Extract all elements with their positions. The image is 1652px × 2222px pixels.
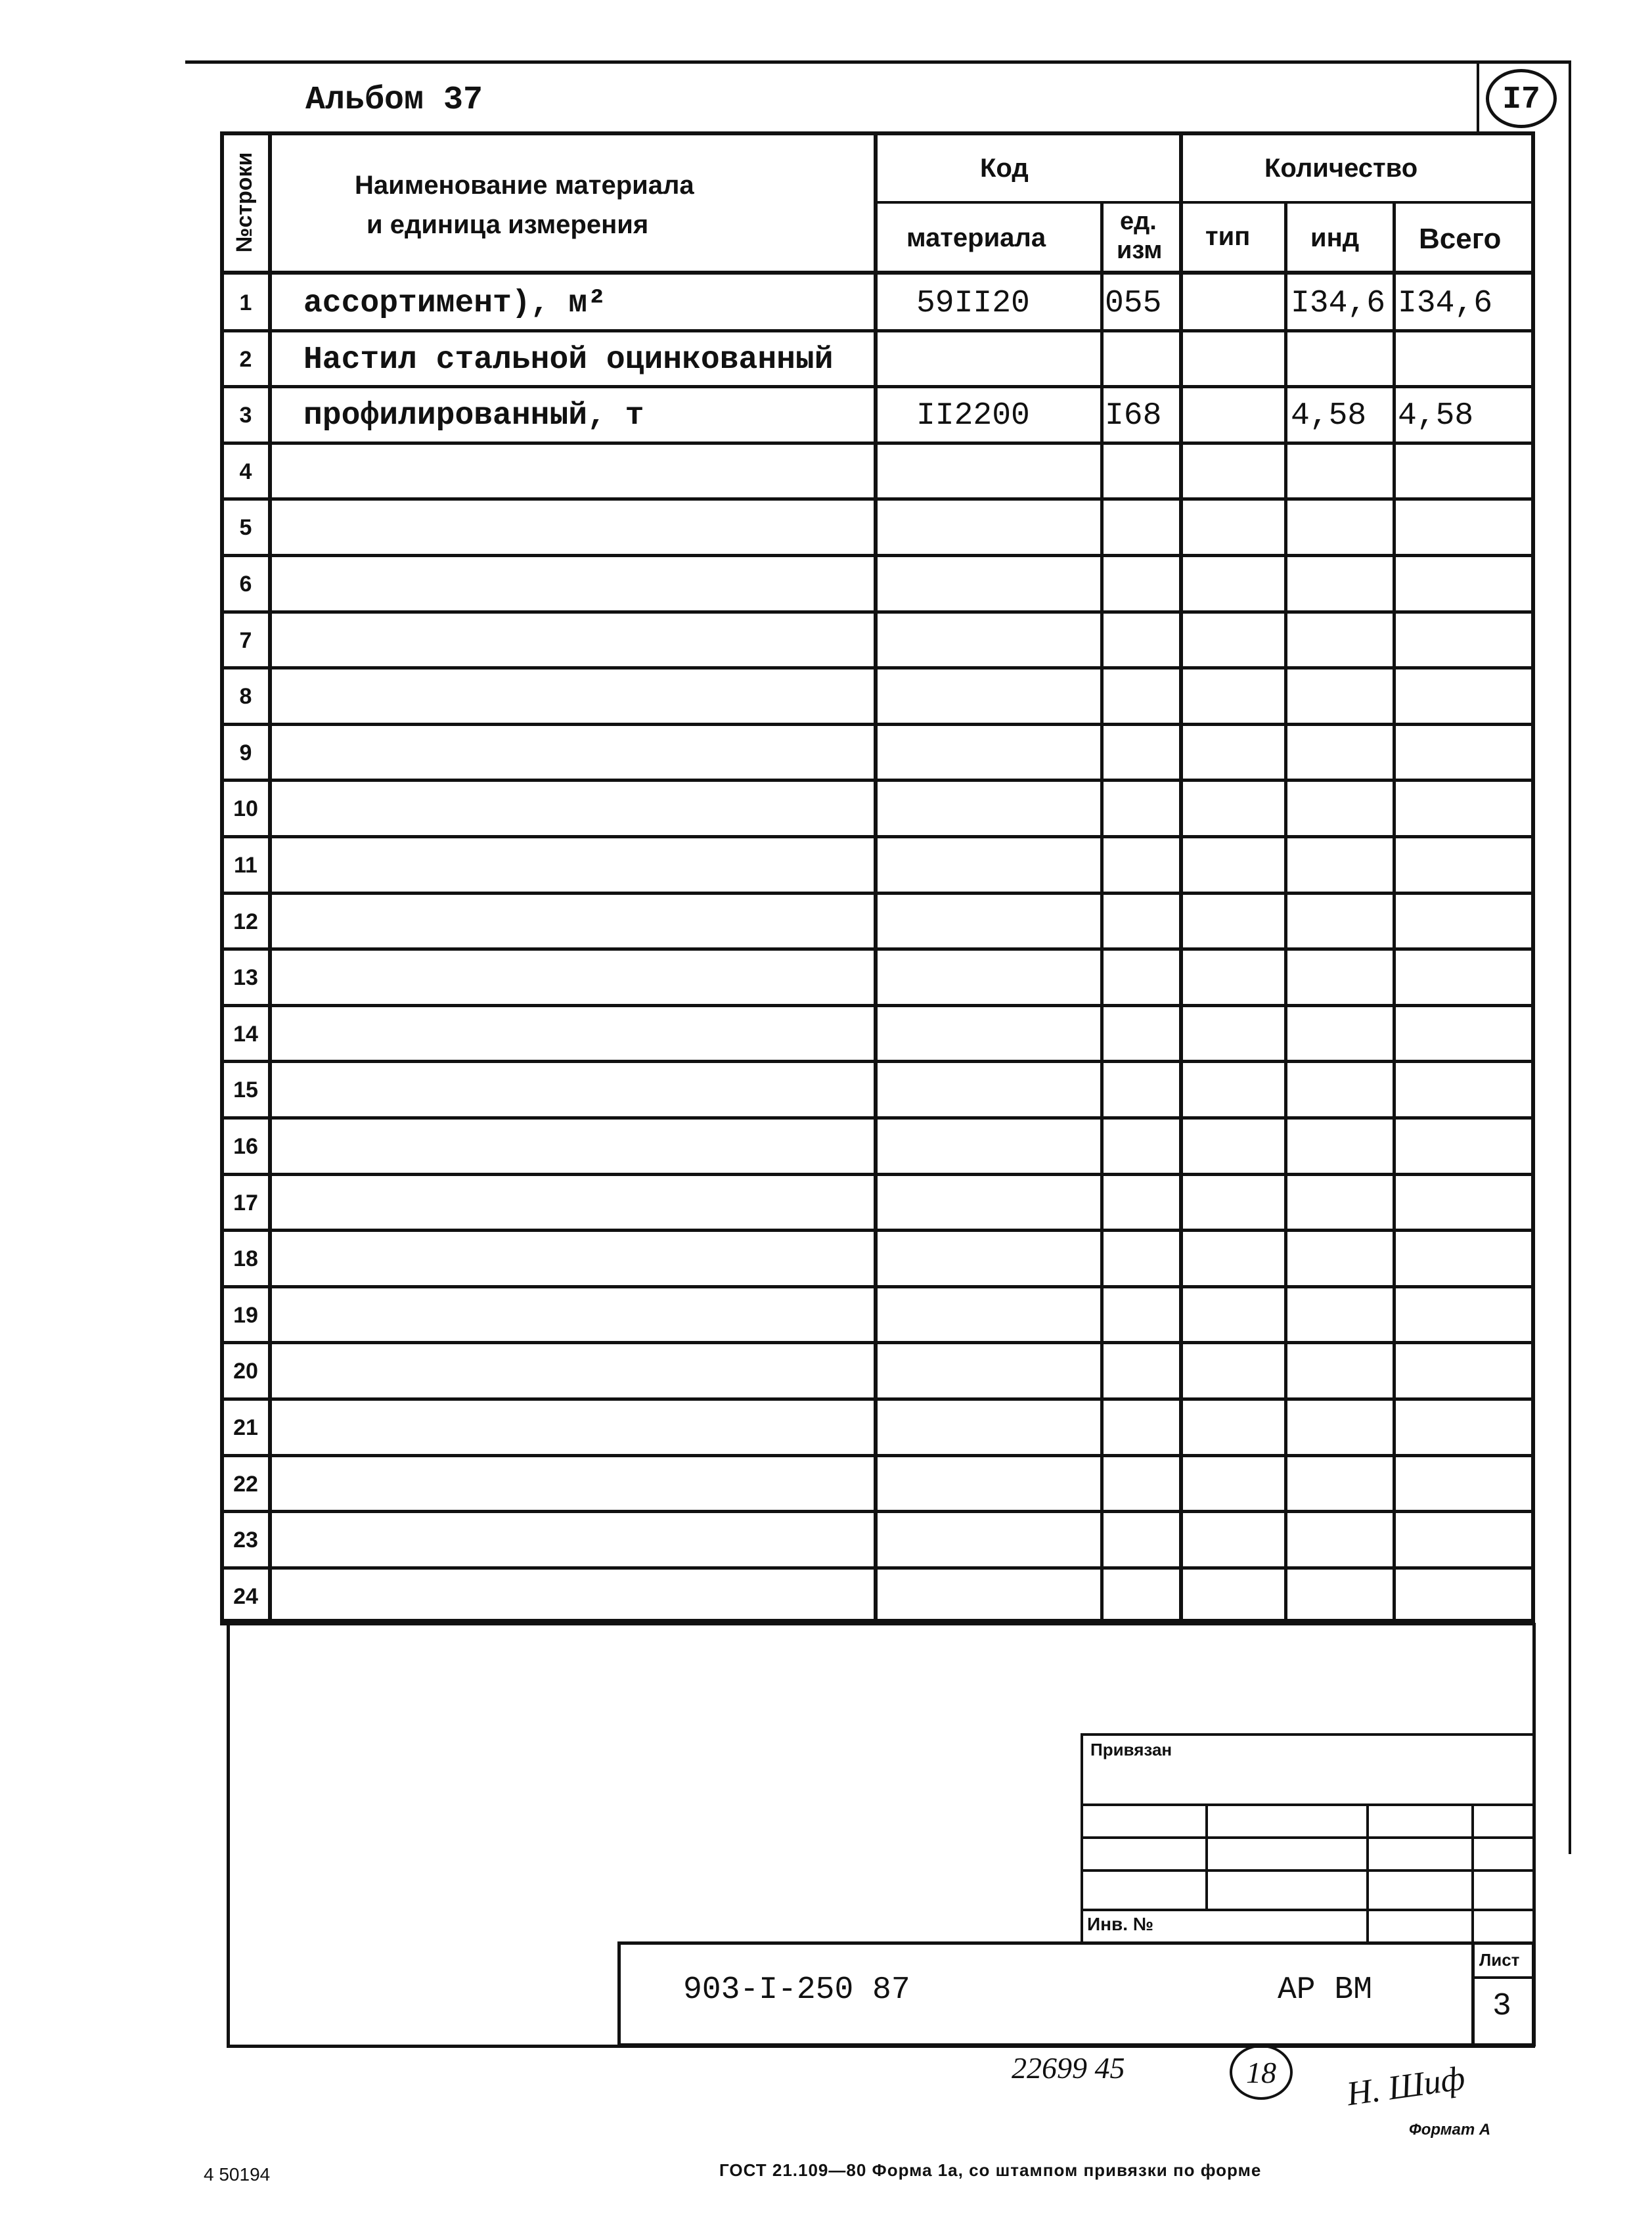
title-sheet-hline — [1471, 1976, 1535, 1979]
row-divider — [220, 1004, 1535, 1007]
row-number: 10 — [233, 796, 258, 821]
row-number: 16 — [233, 1134, 258, 1159]
sheet-box-left — [1477, 60, 1479, 134]
name-header-line2: и единица измерения — [367, 210, 649, 239]
row-number: 4 — [239, 459, 252, 484]
row-name: ассортимент), м² — [303, 286, 606, 321]
row-divider — [220, 723, 1535, 726]
row-divider — [220, 497, 1535, 501]
row-divider — [220, 554, 1535, 557]
row-number: 17 — [233, 1190, 258, 1215]
row-unit-code: 055 — [1105, 286, 1162, 321]
left-code: 4 50194 — [204, 2164, 271, 2185]
row-divider — [220, 666, 1535, 669]
stamp-vline-2 — [1366, 1803, 1369, 1945]
name-header-line1: Наименование материала — [355, 171, 694, 200]
stamp-hline-1 — [1081, 1803, 1535, 1806]
sheet-number: I7 — [1502, 82, 1540, 118]
sheet-no: 3 — [1492, 1989, 1511, 2024]
row-divider — [220, 1566, 1535, 1570]
row-name: Настил стальной оцинкованный — [303, 342, 834, 378]
row-divider — [220, 442, 1535, 445]
row-number: 5 — [239, 515, 252, 540]
qty-header: Количество — [1264, 154, 1418, 183]
row-number: 11 — [234, 853, 257, 878]
row-number: 7 — [239, 628, 252, 653]
header-subline — [874, 201, 1535, 204]
material-header: материала — [906, 223, 1046, 252]
row-ind: 4,58 — [1291, 398, 1367, 434]
row-material-code: 59II20 — [916, 286, 1030, 321]
row-number: 3 — [239, 403, 252, 428]
stamp-vline-1 — [1205, 1803, 1208, 1909]
row-number: 22 — [233, 1472, 258, 1497]
col-divider-tip — [1284, 201, 1287, 1623]
header-bottom — [220, 271, 1535, 275]
row-divider — [220, 1622, 1535, 1625]
row-total: I34,6 — [1398, 286, 1493, 321]
gost-note: ГОСТ 21.109—80 Форма 1а, со штампом привязки по форме — [719, 2160, 1262, 2180]
row-number: 19 — [233, 1303, 258, 1328]
frame-bottom — [227, 2045, 1535, 2048]
row-unit-code: I68 — [1105, 398, 1162, 434]
tip-header: тип — [1205, 222, 1251, 251]
row-divider — [220, 1341, 1535, 1344]
row-divider — [220, 1173, 1535, 1176]
row-number: 23 — [233, 1528, 258, 1553]
row-number: 2 — [239, 347, 252, 372]
row-divider — [220, 385, 1535, 388]
unit-header-line2: изм — [1117, 237, 1163, 264]
row-number: 24 — [233, 1584, 258, 1609]
frame-left-lower — [227, 1623, 230, 2047]
row-divider — [220, 1454, 1535, 1457]
album-title: Альбом 37 — [305, 81, 483, 119]
row-divider — [220, 947, 1535, 951]
sheet-number-circle — [1486, 69, 1557, 128]
row-number: 20 — [233, 1359, 258, 1384]
row-number: 8 — [239, 684, 252, 709]
stamp-linked-box — [1081, 1733, 1535, 1945]
row-number: 18 — [233, 1246, 258, 1271]
row-number: 9 — [239, 740, 252, 765]
section-code: АР ВМ — [1278, 1972, 1373, 2008]
row-number: 15 — [233, 1077, 258, 1102]
row-divider — [220, 1510, 1535, 1513]
stamp-hline-2 — [1081, 1836, 1535, 1839]
handwritten-number: 22699 45 — [1012, 2051, 1125, 2085]
row-divider — [220, 835, 1535, 838]
frame-right-lower — [1532, 1623, 1536, 2047]
row-number: 1 — [239, 290, 252, 315]
ind-header: инд — [1310, 223, 1360, 252]
signature: Н. Шиф — [1344, 2059, 1467, 2114]
row-number: 21 — [233, 1415, 258, 1440]
row-number: 14 — [233, 1022, 258, 1047]
row-total: 4,58 — [1398, 398, 1474, 434]
row-divider — [220, 1285, 1535, 1288]
stamp-inv-label: Инв. № — [1087, 1914, 1154, 1934]
footer-circle: 18 — [1230, 2045, 1293, 2100]
col-divider-ind — [1393, 201, 1396, 1623]
row-number: 6 — [239, 572, 252, 597]
row-divider — [220, 779, 1535, 782]
code-header: Код — [980, 154, 1029, 183]
total-header: Всего — [1419, 223, 1502, 255]
row-number: 13 — [233, 965, 258, 990]
stamp-vline-3 — [1471, 1803, 1474, 1945]
row-name: профилированный, т — [303, 398, 644, 434]
stamp-hline-3 — [1081, 1869, 1535, 1872]
row-divider — [220, 892, 1535, 895]
row-material-code: II2200 — [916, 398, 1030, 434]
row-divider — [220, 610, 1535, 614]
format-label: Формат А — [1409, 2121, 1491, 2139]
row-divider — [220, 1060, 1535, 1063]
row-number: 12 — [233, 909, 258, 934]
row-divider — [220, 329, 1535, 332]
rownum-header: №строки — [232, 152, 257, 252]
row-divider — [220, 1397, 1535, 1401]
col-divider-material — [1100, 201, 1104, 1623]
unit-header-line1: ед. — [1120, 208, 1157, 235]
stamp-hline-4 — [1081, 1909, 1535, 1911]
sheet-label: Лист — [1479, 1950, 1520, 1970]
row-ind: I34,6 — [1291, 286, 1386, 321]
row-divider — [220, 1229, 1535, 1232]
page-right-border — [1569, 60, 1571, 1854]
document-code: 903-I-250 87 — [683, 1972, 910, 2008]
top-border — [185, 60, 1571, 64]
row-divider — [220, 1116, 1535, 1120]
title-sheet-divider — [1471, 1941, 1475, 2047]
stamp-linked-label: Привязан — [1090, 1740, 1172, 1759]
